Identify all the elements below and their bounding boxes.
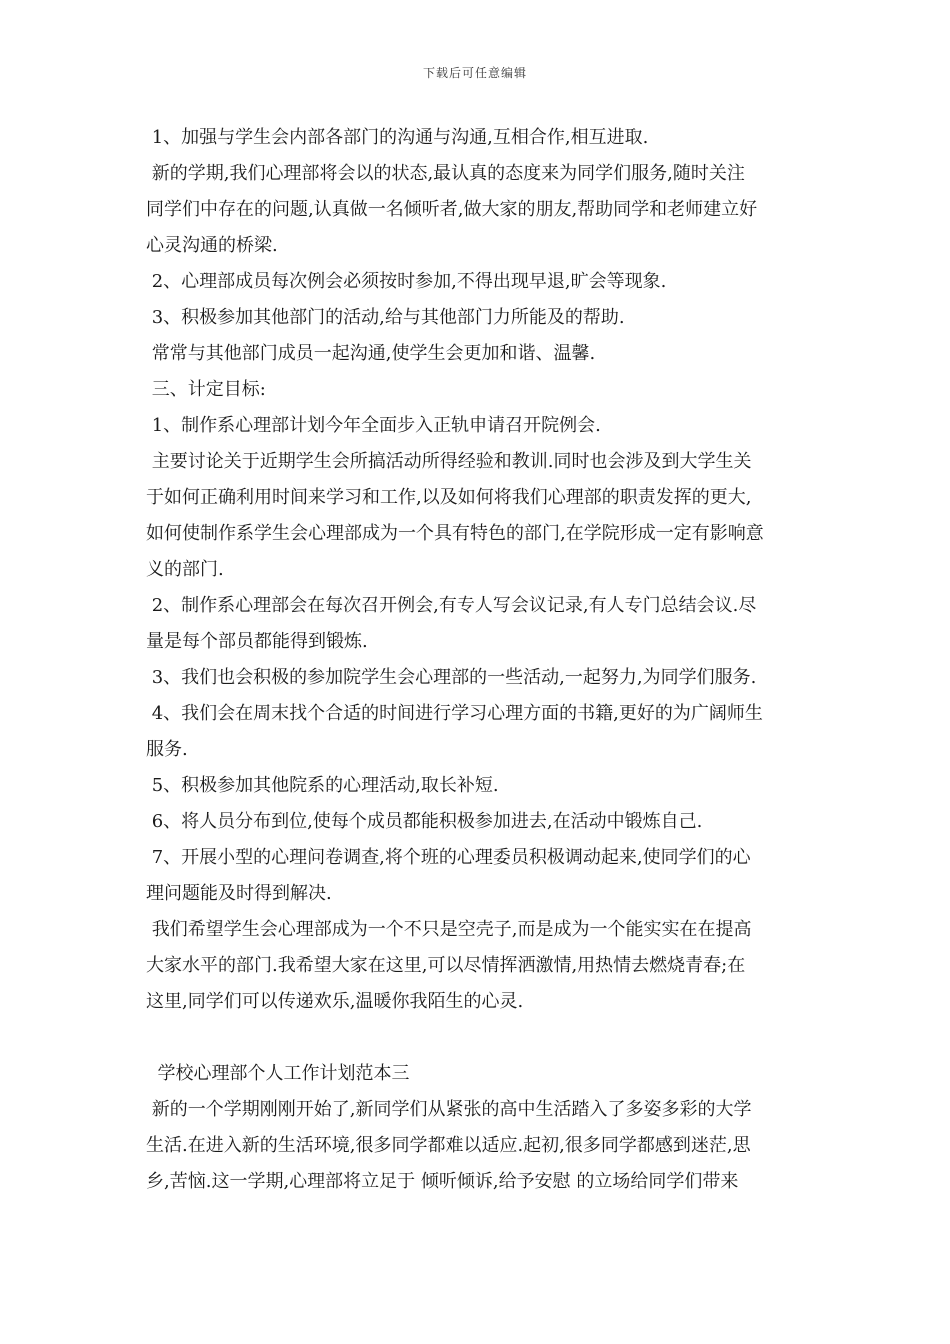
text-line: 1、加强与学生会内部各部门的沟通与沟通,互相合作,相互进取. bbox=[146, 127, 649, 148]
text-line: 3、我们也会积极的参加院学生会心理部的一些活动,一起努力,为同学们服务. bbox=[146, 667, 757, 688]
text-line: 大家水平的部门.我希望大家在这里,可以尽情挥洒激情,用热情去燃烧青春;在 bbox=[146, 955, 746, 976]
text-line: 同学们中存在的问题,认真做一名倾听者,做大家的朋友,帮助同学和老师建立好 bbox=[146, 199, 758, 220]
text-line: 于如何正确利用时间来学习和工作,以及如何将我们心理部的职责发挥的更大, bbox=[146, 487, 752, 508]
text-line: 2、心理部成员每次例会必须按时参加,不得出现早退,旷会等现象. bbox=[146, 271, 667, 292]
section-heading: 三、计定目标: bbox=[146, 379, 266, 400]
text-line: 量是每个部员都能得到锻炼. bbox=[146, 631, 368, 652]
text-line: 我们希望学生会心理部成为一个不只是空壳子,而是成为一个能实实在在提高 bbox=[146, 919, 752, 940]
text-line: 2、制作系心理部会在每次召开例会,有专人写会议记录,有人专门总结会议.尽 bbox=[146, 595, 757, 616]
text-line: 服务. bbox=[146, 739, 188, 760]
text-line: 新的学期,我们心理部将会以的状态,最认真的态度来为同学们服务,随时关注 bbox=[146, 163, 745, 184]
text-line: 7、开展小型的心理问卷调查,将个班的心理委员积极调动起来,使同学们的心 bbox=[146, 847, 751, 868]
text-line: 如何使制作系学生会心理部成为一个具有特色的部门,在学院形成一定有影响意 bbox=[146, 523, 764, 544]
text-line: 5、积极参加其他院系的心理活动,取长补短. bbox=[146, 775, 499, 796]
text-line: 主要讨论关于近期学生会所搞活动所得经验和教训.同时也会涉及到大学生关 bbox=[146, 451, 752, 472]
text-line: 1、制作系心理部计划今年全面步入正轨申请召开院例会. bbox=[146, 415, 601, 436]
text-line: 乡,苦恼.这一学期,心理部将立足于 倾听倾诉,给予安慰 的立场给同学们带来 bbox=[146, 1171, 739, 1192]
text-line: 4、我们会在周末找个合适的时间进行学习心理方面的书籍,更好的为广阔师生 bbox=[146, 703, 763, 724]
text-line: 义的部门. bbox=[146, 559, 224, 580]
text-line: 新的一个学期刚刚开始了,新同学们从紧张的高中生活踏入了多姿多彩的大学 bbox=[146, 1099, 752, 1120]
text-line: 心灵沟通的桥梁. bbox=[146, 235, 278, 256]
blank-line bbox=[146, 1020, 806, 1056]
section-title: 学校心理部个人工作计划范本三 bbox=[146, 1063, 410, 1084]
text-line: 这里,同学们可以传递欢乐,温暖你我陌生的心灵. bbox=[146, 991, 524, 1012]
text-line: 常常与其他部门成员一起沟通,使学生会更加和谐、温馨. bbox=[146, 343, 596, 364]
header-note: 下载后可任意编辑 bbox=[422, 66, 527, 80]
text-line: 3、积极参加其他部门的活动,给与其他部门力所能及的帮助. bbox=[146, 307, 625, 328]
body-text bbox=[146, 120, 806, 1200]
text-line: 理问题能及时得到解决. bbox=[146, 883, 332, 904]
text-line: 6、将人员分布到位,使每个成员都能积极参加进去,在活动中锻炼自己. bbox=[146, 811, 703, 832]
text-line: 生活.在进入新的生活环境,很多同学都难以适应.起初,很多同学都感到迷茫,思 bbox=[146, 1135, 751, 1156]
